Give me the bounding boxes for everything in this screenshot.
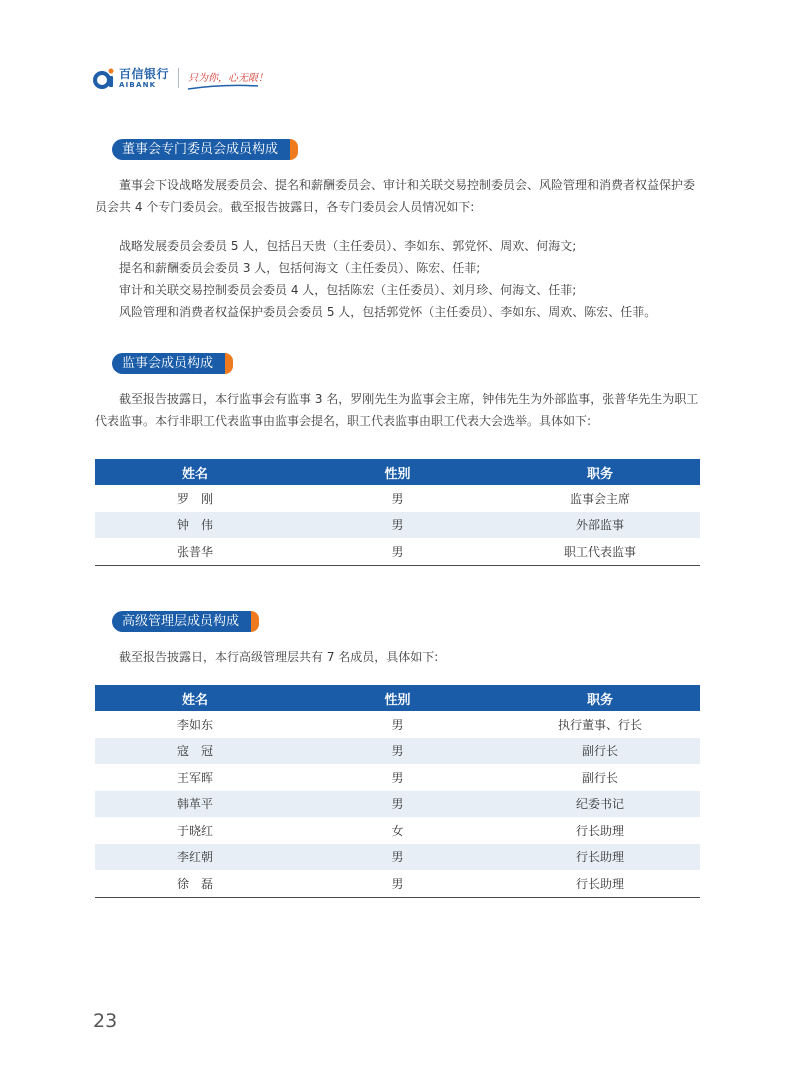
swoosh-icon [188,84,258,90]
brand-slogan [188,69,268,88]
brand-name-en: AIBANK [119,80,157,89]
cell-gender: 男 [391,744,404,759]
management-table [95,685,700,898]
cell-position: 副行长 [581,770,618,785]
cell-position: 外部监事 [575,518,624,533]
table-header-row [95,459,700,485]
cell-name: 张普华 [95,538,295,565]
committee-item: 提名和薪酬委员会委员 3 人，包括何海文（主任委员）、陈宏、任菲; [119,261,481,275]
cell-name: 韩革平 [176,797,213,812]
cell-position: 监事会主席 [569,491,630,506]
cell-gender: 男 [391,518,404,533]
table-row [95,817,700,844]
section-title-text: 董事会专门委员会成员构成 [122,142,279,157]
table-row [95,485,700,512]
column-header-gender: 性别 [384,466,411,482]
supervisory-table [95,459,700,566]
supervisory-intro-paragraph: 截至报告披露日，本行监事会有监事 3 名，罗刚先生为监事会主席，钟伟先生为外部监事，张普华先生为职工代表监事。本行非职工代表监事由监事会提名，职工代表监事由职工代表大会选举。具体如下: [95,392,699,428]
committee-item: 审计和关联交易控制委员会委员 4 人，包括陈宏（主任委员）、刘月珍、何海文、任菲; [119,283,577,297]
cell-position: 行长助理 [500,870,700,897]
committee-item: 战略发展委员会委员 5 人，包括吕天贵（主任委员）、李如东、郭党怀、周欢、何海文; [119,239,577,253]
section-title-text: 高级管理层成员构成 [122,614,240,629]
cell-name: 王军晖 [176,770,213,785]
header-divider [178,68,179,88]
section-title-text: 监事会成员构成 [122,356,214,371]
cell-gender: 男 [391,797,404,812]
board-intro-paragraph: 董事会下设战略发展委员会、提名和薪酬委员会、审计和关联交易控制委员会、风险管理和消费者权益保护委员会共 4 个专门委员会。截至报告披露日，各专门委员会人员情况如下: [95,178,696,214]
section-title-accent [225,353,233,374]
column-header-gender: 性别 [384,692,411,708]
cell-name: 李如东 [176,717,213,732]
table-row [95,711,700,738]
brand-slogan-text: 只为你，心无限！ [188,72,269,84]
table-row [95,844,700,871]
cell-gender: 男 [391,770,404,785]
cell-position: 职工代表监事 [500,538,700,565]
committee-item: 风险管理和消费者权益保护委员会委员 5 人，包括郭党怀（主任委员）、李如东、周欢、陈宏、任菲。 [119,305,657,319]
table-row [95,791,700,818]
section-title-board-committees [112,139,292,160]
cell-gender: 男 [391,717,404,732]
section-title-accent [290,139,298,160]
cell-name: 李红朝 [176,850,213,865]
table-row [95,870,700,897]
page-header [93,66,268,90]
cell-gender: 男 [391,491,404,506]
brand-name-cn: 百信银行 [119,66,170,81]
cell-position: 执行董事、行长 [557,717,642,732]
cell-name: 寇 冠 [176,744,213,759]
column-header-name: 姓名 [181,692,208,708]
section-title-accent [251,611,259,632]
cell-name: 徐 磊 [95,870,295,897]
column-header-name: 姓名 [181,466,208,482]
cell-position: 行长助理 [575,850,624,865]
committee-list [119,235,699,323]
aibank-logo-icon [93,67,115,89]
section-title-senior-management [112,611,253,632]
column-header-position: 职务 [586,692,613,708]
cell-gender: 女 [391,823,404,838]
cell-gender: 男 [295,538,500,565]
brand-name [119,68,169,89]
column-header-position: 职务 [586,466,613,482]
table-row [95,538,700,565]
cell-name: 罗 刚 [176,491,213,506]
cell-position: 副行长 [581,744,618,759]
cell-gender: 男 [295,870,500,897]
management-intro-paragraph: 截至报告披露日，本行高级管理层共有 7 名成员，具体如下: [119,650,439,664]
cell-name: 钟 伟 [176,518,213,533]
section-title-supervisory-board [112,353,227,374]
cell-position: 纪委书记 [575,797,624,812]
table-header-row [95,685,700,711]
cell-gender: 男 [391,850,404,865]
table-row [95,738,700,765]
cell-name: 于晓红 [176,823,213,838]
table-row [95,512,700,539]
table-row [95,764,700,791]
page-number: 23 [93,1010,118,1032]
cell-position: 行长助理 [575,823,624,838]
